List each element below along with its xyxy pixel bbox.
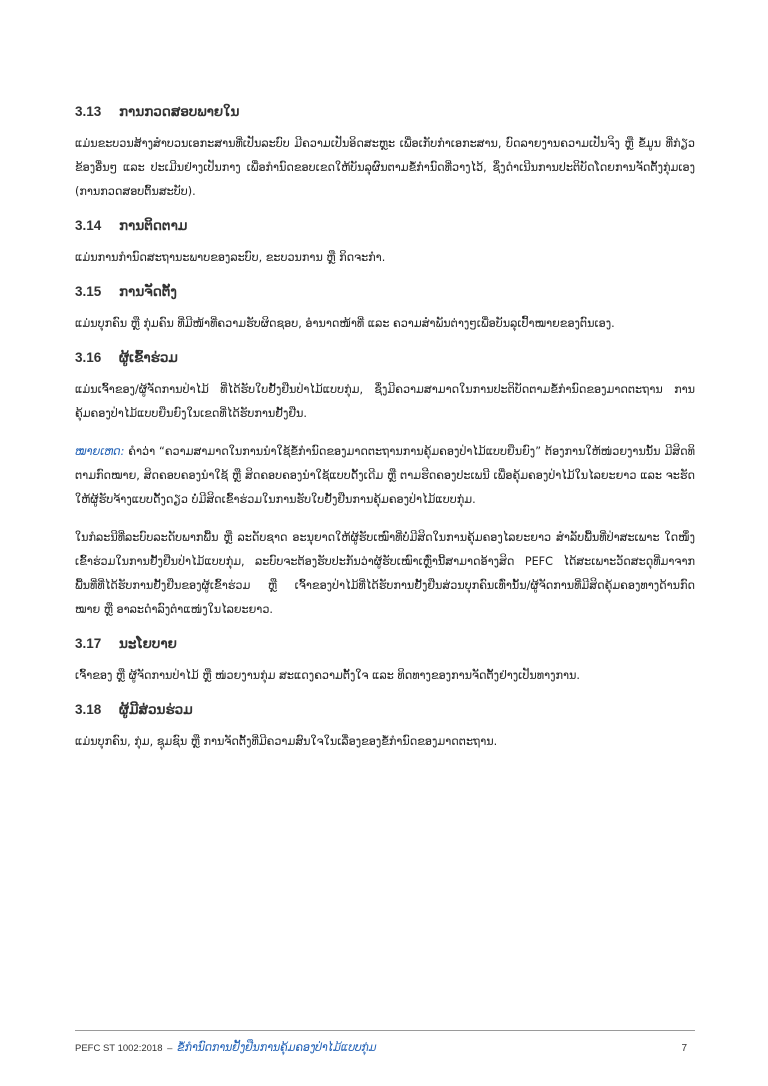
- section-heading: [75, 702, 695, 718]
- footer-separator: –: [167, 1043, 173, 1054]
- section-title: ນະໂຍບາຍ: [119, 636, 177, 651]
- section-heading: [75, 350, 695, 366]
- section-paragraph: ແມ່ນຂະບວນສ້າງສໍາບວນເອກະສານທີ່ເປັນລະບົບ ມີຄວາມເປັນອິດສະຫຼະ ເພື່ອເກັບກໍາເອກະສານ, ບົດລາຍງານຄວາມເປັນຈິງ ຫຼື ຂໍ້ມູນ ທີ່ກ່ຽວຂ້ອງອື່ນໆ ແລະ ປະເມີນຢ່າງເປັນກາງ ເພື່ອກໍານົດຂອບເຂດໃຫ້ບັນລຸຜົນຕາມຂໍ້ກໍານົດທີ່ວາງໄວ້, ຊຶ່ງດໍາເນີນການປະຕິບັດໂດຍການຈັດຕັ້ງກຸ່ມເອງ (ການກວດສອບຕົ້ນສະບັບ).: [75, 137, 695, 198]
- page-footer: [75, 1030, 695, 1054]
- note-label: ໝາຍເຫດ:: [75, 445, 125, 458]
- section-3-13: [75, 104, 695, 204]
- section-3-14: [75, 218, 695, 270]
- section-number: 3.13: [75, 104, 102, 119]
- section-paragraph: ແມ່ນເຈົ້າຂອງ/ຜູ້ຈັດການປ່າໄມ້ ທີ່ໄດ້ຮັບໃບຢັ້ງຢືນປ່າໄມ້ແບບກຸ່ມ, ຊຶ່ງມີຄວາມສາມາດໃນການປະຕິບັດຕາມຂໍ້ກໍານົດຂອງມາດຕະຖານ ການ ຄຸ້ມຄອງປ່າໄມ້ແບບຍືນຍົງໃນເຂດທີ່ໄດ້ຮັບການຢັ້ງຢືນ.: [75, 383, 695, 420]
- section-title: ການກວດສອບພາຍໃນ: [119, 104, 240, 119]
- section-title: ການຕິດຕາມ: [119, 218, 188, 233]
- section-title: ຜູ້ເຂົ້າຮ່ວມ: [119, 350, 178, 365]
- note-paragraph: [75, 440, 695, 512]
- footer-document-title: ຂໍ້ກໍານົດການຢັ້ງຢືນການຄຸ້ມຄອງປ່າໄມ້ແບບກຸ່ມ: [177, 1041, 377, 1054]
- document-body: [75, 104, 695, 768]
- section-heading: [75, 284, 695, 300]
- section-3-15: [75, 284, 695, 336]
- section-title: ຜູ້ມີສ່ວນຮ່ວມ: [119, 702, 193, 717]
- section-3-17: [75, 636, 695, 688]
- section-3-18: [75, 702, 695, 754]
- section-title: ການຈັດຕັ້ງ: [119, 284, 177, 299]
- section-number: 3.16: [75, 350, 102, 365]
- note-text: ຄໍາວ່າ “ຄວາມສາມາດໃນການນໍາໃຊ້ຂໍ້ກໍານົດຂອງມາດຕະຖານການຄຸ້ມຄອງປ່າໄມ້ແບບຍືນຍົງ” ຕ້ອງການໃຫ້ໜ່ວຍງານນັ້ນ ມີສິດທິຕາມກົດໝາຍ, ສິດຄອບຄອງນໍາໃຊ້ ຫຼື ສິດຄອບຄອງນໍາໃຊ້ແບບດັ້ງເດີມ ຫຼື ຕາມຮີດຄອງປະເພນີ ເພື່ອຄຸ້ມຄອງປ່າໄມ້ໃນໄລຍະຍາວ ແລະ ຈະຮັດໃຫ້ຜູ້ຮັບຈ້າງແບບດັ້ງດຽວ ບໍ່ມີສິດເຂົ້າຮ່ວມໃນການຮັບໃບຢັ້ງຢືນການຄຸ້ມຄອງປ່າໄມ້ແບບກຸ່ມ.: [75, 445, 695, 506]
- section-paragraph: ແມ່ນບຸກຄົນ, ກຸ່ມ, ຊຸມຊົນ ຫຼື ການຈັດຕັ້ງທີ່ມີຄວາມສົນໃຈໃນເລື່ອງຂອງຂໍ້ກໍານົດຂອງມາດຕະຖານ.: [75, 735, 498, 748]
- section-heading: [75, 218, 695, 234]
- section-number: 3.17: [75, 636, 102, 651]
- footer-standard-code: PEFC ST 1002:2018: [75, 1043, 163, 1054]
- section-number: 3.15: [75, 284, 102, 299]
- section-number: 3.14: [75, 218, 102, 233]
- section-paragraph: ເຈົ້າຂອງ ຫຼື ຜູ້ຈັດການປ່າໄມ້ ຫຼື ໜ່ວຍງານກຸ່ມ ສະແດງຄວາມຕັ້ງໃຈ ແລະ ທິດທາງຂອງການຈັດຕັ້ງຢ່າງເປັນທາງການ.: [75, 669, 580, 682]
- footer-document-reference: [75, 1041, 376, 1054]
- section-paragraph: ໃນກໍລະນີທີ່ລະບົບລະດັບພາກພື້ນ ຫຼື ລະດັບຊາດ ອະນຸຍາດໃຫ້ຜູ້ຮັບເໝົາທີ່ບໍ່ມີສິດໃນການຄຸ້ມຄອງໄລຍະຍາວ ສໍາລັບພື້ນທີ່ປ່າສະເພາະ ໃດໜຶ່ງ ເຂົ້າຮ່ວມໃນການຢັ້ງຢືນປ່າໄມ້ແບບກຸ່ມ, ລະບົບຈະຕ້ອງຮັບປະກັນວ່າຜູ້ຮັບເໝົາເຫຼົ່ານີ້ສາມາດອ້າງສິດ PEFC ໄດ້ສະເພາະວັດສະດຸທີ່ມາຈາກ ພື້ນທີ່ທີ່ໄດ້ຮັບການຢັ້ງຢືນຂອງຜູ້ເຂົ້າຮ່ວມ ຫຼື ເຈົ້າຂອງປ່າໄມ້ທີ່ໄດ້ຮັບການຢັ້ງຢືນສ່ວນບຸກຄົນເທົ່ານັ້ນ/ຜູ້ຈັດການທີ່ມີສິດຄຸ້ມຄອງທາງດ້ານກົດ ໝາຍ ຫຼື ອາລະດໍາລົງຕໍາແໜ່ງໃນໄລຍະຍາວ.: [75, 531, 695, 616]
- page-number: 7: [681, 1043, 687, 1054]
- section-number: 3.18: [75, 702, 102, 717]
- section-heading: [75, 636, 695, 652]
- section-paragraph: ແມ່ນບຸກຄົນ ຫຼື ກຸ່ມຄົນ ທີ່ມີໜ້າທີ່ຄວາມຮັບຜິດຊອບ, ອໍານາດໜ້າທີ່ ແລະ ຄວາມສໍາພັນຕ່າງໆເພື່ອບັນລຸເປົ້າໝາຍຂອງຕົນເອງ.: [75, 317, 615, 330]
- section-heading: [75, 104, 695, 120]
- section-paragraph: ແມ່ນການກໍານົດສະຖານະພາບຂອງລະບົບ, ຂະບວນການ ຫຼື ກິດຈະກໍາ.: [75, 251, 386, 264]
- section-3-16: [75, 350, 695, 622]
